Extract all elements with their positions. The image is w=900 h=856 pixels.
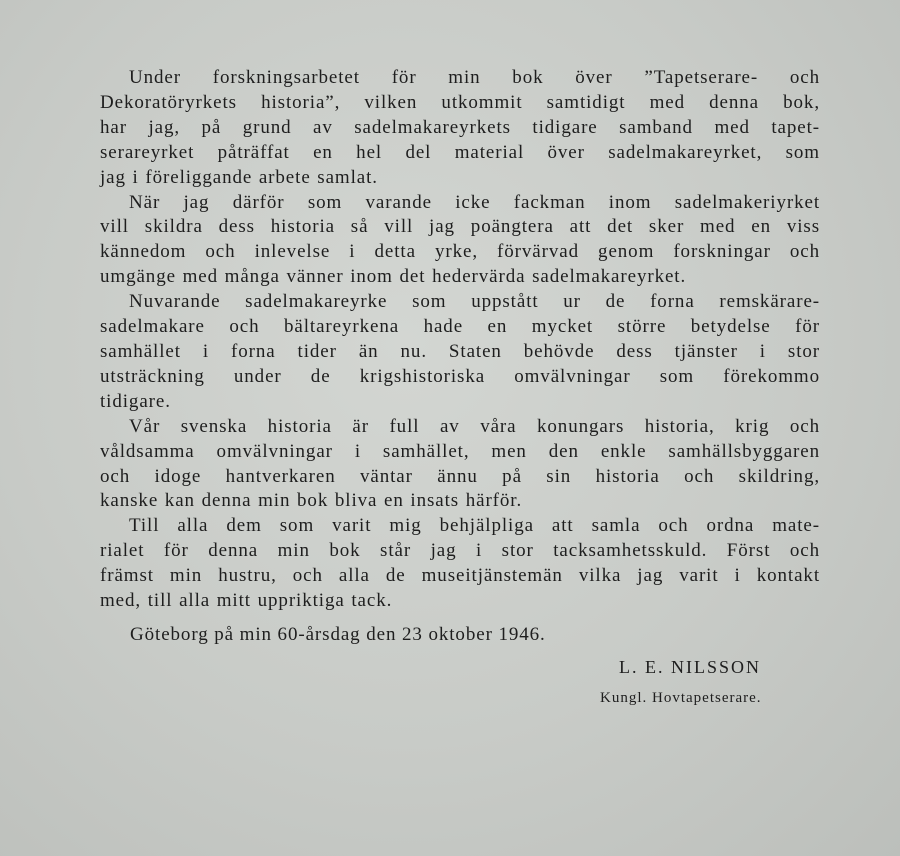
paragraph [100, 290, 820, 415]
text-line: umgänge med många vänner inom det hedervärda sadelmakareyrket. [100, 266, 687, 288]
paragraph [100, 66, 820, 191]
text-line: När jag därför som varande icke fackman inom sadelmakeriyrket [129, 191, 820, 213]
text-line: serareyrket påträffat en hel del material över sadelmakareyrket, som [100, 141, 820, 163]
signature-name: L. E. NILSSON [619, 657, 761, 677]
text-line: kanske kan denna min bok bliva en insats härför. [100, 490, 523, 512]
place-date-line: Göteborg på min 60-årsdag den 23 oktober 1946. [130, 624, 546, 645]
text-line: jag i föreliggande arbete samlat. [100, 166, 378, 188]
paragraph [100, 415, 820, 515]
text-line: våldsamma omvälvningar i samhället, men den enkle samhällsbyggaren [100, 440, 820, 462]
text-line: och idoge hantverkaren väntar ännu på sin historia och skildring, [100, 465, 820, 487]
text-line: Under forskningsarbetet för min bok över ”Tapetserare- och [129, 67, 820, 88]
text-line: främst min hustru, och alla de museitjänstemän vilka jag varit i kontakt [100, 565, 820, 587]
text-line: Vår svenska historia är full av våra konungars historia, krig och [129, 415, 820, 437]
text-line: utsträckning under de krigshistoriska omvälvningar som förekommo [100, 365, 820, 387]
text-line: tidigare. [100, 390, 171, 412]
text-line: har jag, på grund av sadelmakareyrkets tidigare samband med tapet- [100, 116, 820, 138]
text-line: Nuvarande sadelmakareyrke som uppstått ur de forna remskärare- [129, 291, 820, 313]
text-line: samhället i forna tider än nu. Staten behövde dess tjänster i stor [100, 340, 820, 362]
text-line: Dekoratöryrkets historia”, vilken utkommit samtidigt med denna bok, [100, 91, 820, 113]
text-line: sadelmakare och bältareyrkena hade en mycket större betydelse för [100, 316, 820, 338]
text-line: Till alla dem som varit mig behjälpliga att samla och ordna mate- [129, 515, 820, 537]
text-line: vill skildra dess historia så vill jag poängtera att det sker med en viss [100, 216, 820, 238]
preface-text [100, 66, 820, 614]
text-line: med, till alla mitt uppriktiga tack. [100, 590, 393, 612]
text-line: kännedom och inlevelse i detta yrke, förvärvad genom forskningar och [100, 241, 820, 263]
paragraph [100, 514, 820, 614]
text-line: rialet för denna min bok står jag i stor tacksamhetsskuld. Först och [100, 540, 820, 562]
paragraph [100, 191, 820, 291]
signature-title: Kungl. Hovtapetserare. [600, 690, 762, 706]
